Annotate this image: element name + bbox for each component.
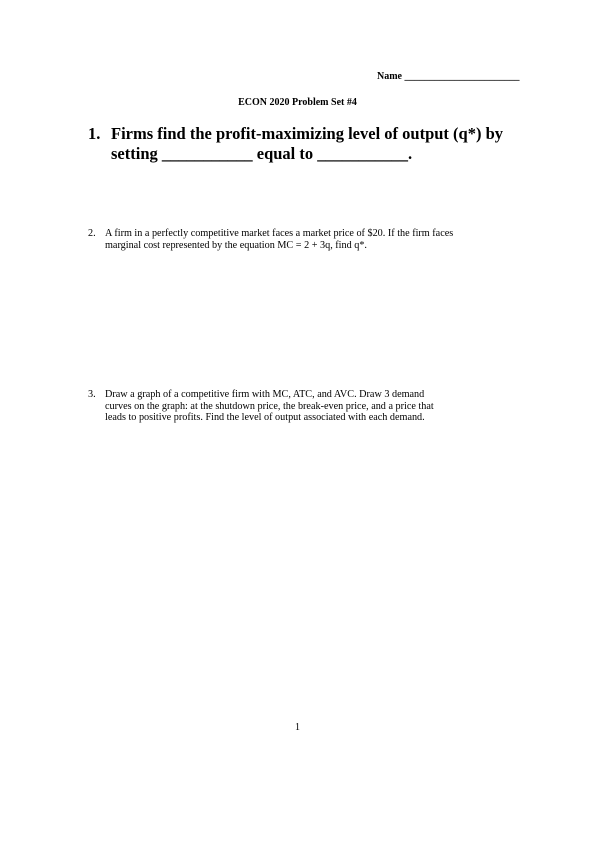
question-number: 1.: [88, 124, 101, 143]
question-text-line: leads to positive profits. Find the level of output associated with each demand.: [105, 412, 425, 423]
question-number: 2.: [88, 228, 96, 239]
question-text-line: Draw a graph of a competitive firm with MC, ATC, and AVC. Draw 3 demand: [105, 389, 425, 400]
question-number: 3.: [88, 389, 96, 400]
question-text-line: marginal cost represented by the equation MC = 2 + 3q, find q*.: [105, 239, 367, 251]
name-field: Name _______________________: [377, 71, 520, 82]
question-text-line: setting ___________ equal to ___________.: [111, 144, 413, 163]
question-text-line: curves on the graph: at the shutdown price, the break-even price, and a price that: [105, 400, 434, 412]
page-number: 1: [295, 722, 300, 733]
question-text-line: Firms find the profit-maximizing level of output (q*) by: [111, 124, 504, 143]
document-title: ECON 2020 Problem Set #4: [238, 97, 357, 108]
question-text-line: A firm in a perfectly competitive market faces a market price of $20. If the firm faces: [105, 228, 454, 239]
